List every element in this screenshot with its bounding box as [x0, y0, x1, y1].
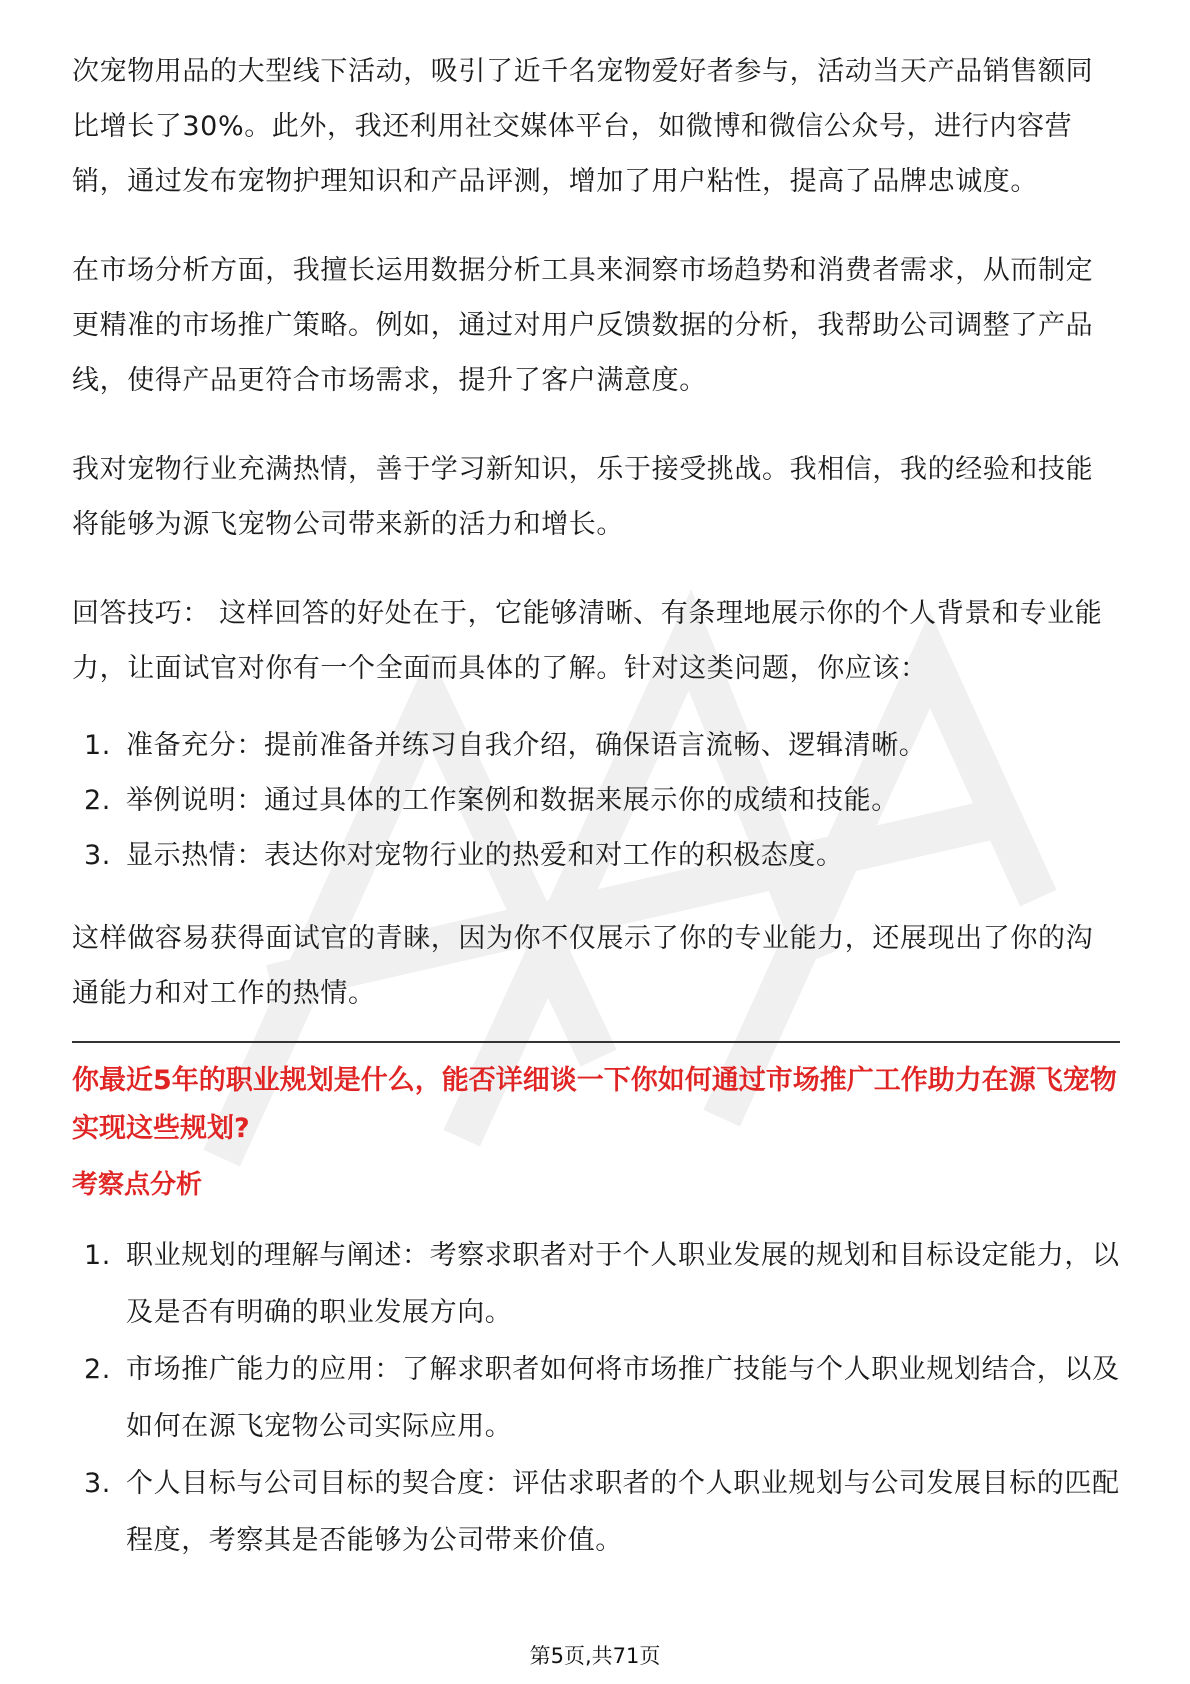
list-item: 3. 显示热情：表达你对宠物行业的热爱和对工作的积极态度。	[84, 840, 844, 871]
paragraph-closing: 这样做容易获得面试官的青睐，因为你不仅展示了你的专业能力，还展现出了你的沟通能力和对工作的热情。	[72, 923, 1094, 1009]
document-page	[72, 44, 1120, 1597]
paragraph-market-analysis: 在市场分析方面，我擅长运用数据分析工具来洞察市场趋势和消费者需求，从而制定更精准的市场推广策略。例如，通过对用户反馈数据的分析，我帮助公司调整了产品线，使得产品更符合市场需求，提升了客户满意度。	[72, 255, 1094, 396]
paragraph-answer-tips: 回答技巧： 这样回答的好处在于，它能够清晰、有条理地展示你的个人背景和专业能力，让面试官对你有一个全面而具体的了解。针对这类问题，你应该：	[72, 598, 1103, 684]
section-title: 考察点分析	[72, 1170, 203, 1200]
paragraph-activity: 次宠物用品的大型线下活动，吸引了近千名宠物爱好者参与，活动当天产品销售额同比增长了30%。此外，我还利用社交媒体平台，如微博和微信公众号，进行内容营销，通过发布宠物护理知识和产品评测，增加了用户粘性，提高了品牌忠诚度。	[72, 56, 1094, 197]
question-heading: 你最近5年的职业规划是什么，能否详细谈一下你如何通过市场推广工作助力在源飞宠物实现这些规划?	[72, 1065, 1117, 1144]
list-item: 3. 个人目标与公司目标的契合度：评估求职者的个人职业规划与公司发展目标的匹配程度，考察其是否能够为公司带来价值。	[84, 1468, 1120, 1556]
list-item: 1. 职业规划的理解与阐述：考察求职者对于个人职业发展的规划和目标设定能力，以及是否有明确的职业发展方向。	[84, 1240, 1120, 1328]
paragraph-passion: 我对宠物行业充满热情，善于学习新知识，乐于接受挑战。我相信，我的经验和技能将能够为源飞宠物公司带来新的活力和增长。	[72, 454, 1094, 540]
list-item: 2. 举例说明：通过具体的工作案例和数据来展示你的成绩和技能。	[84, 785, 899, 816]
list-item: 2. 市场推广能力的应用：了解求职者如何将市场推广技能与个人职业规划结合，以及如何在源飞宠物公司实际应用。	[84, 1354, 1120, 1442]
tips-list	[72, 718, 1120, 883]
page-number: 第5页,共71页	[529, 1644, 661, 1668]
section-divider	[72, 1041, 1120, 1043]
analysis-list	[72, 1227, 1120, 1569]
list-item: 1. 准备充分：提前准备并练习自我介绍，确保语言流畅、逻辑清晰。	[84, 730, 927, 761]
